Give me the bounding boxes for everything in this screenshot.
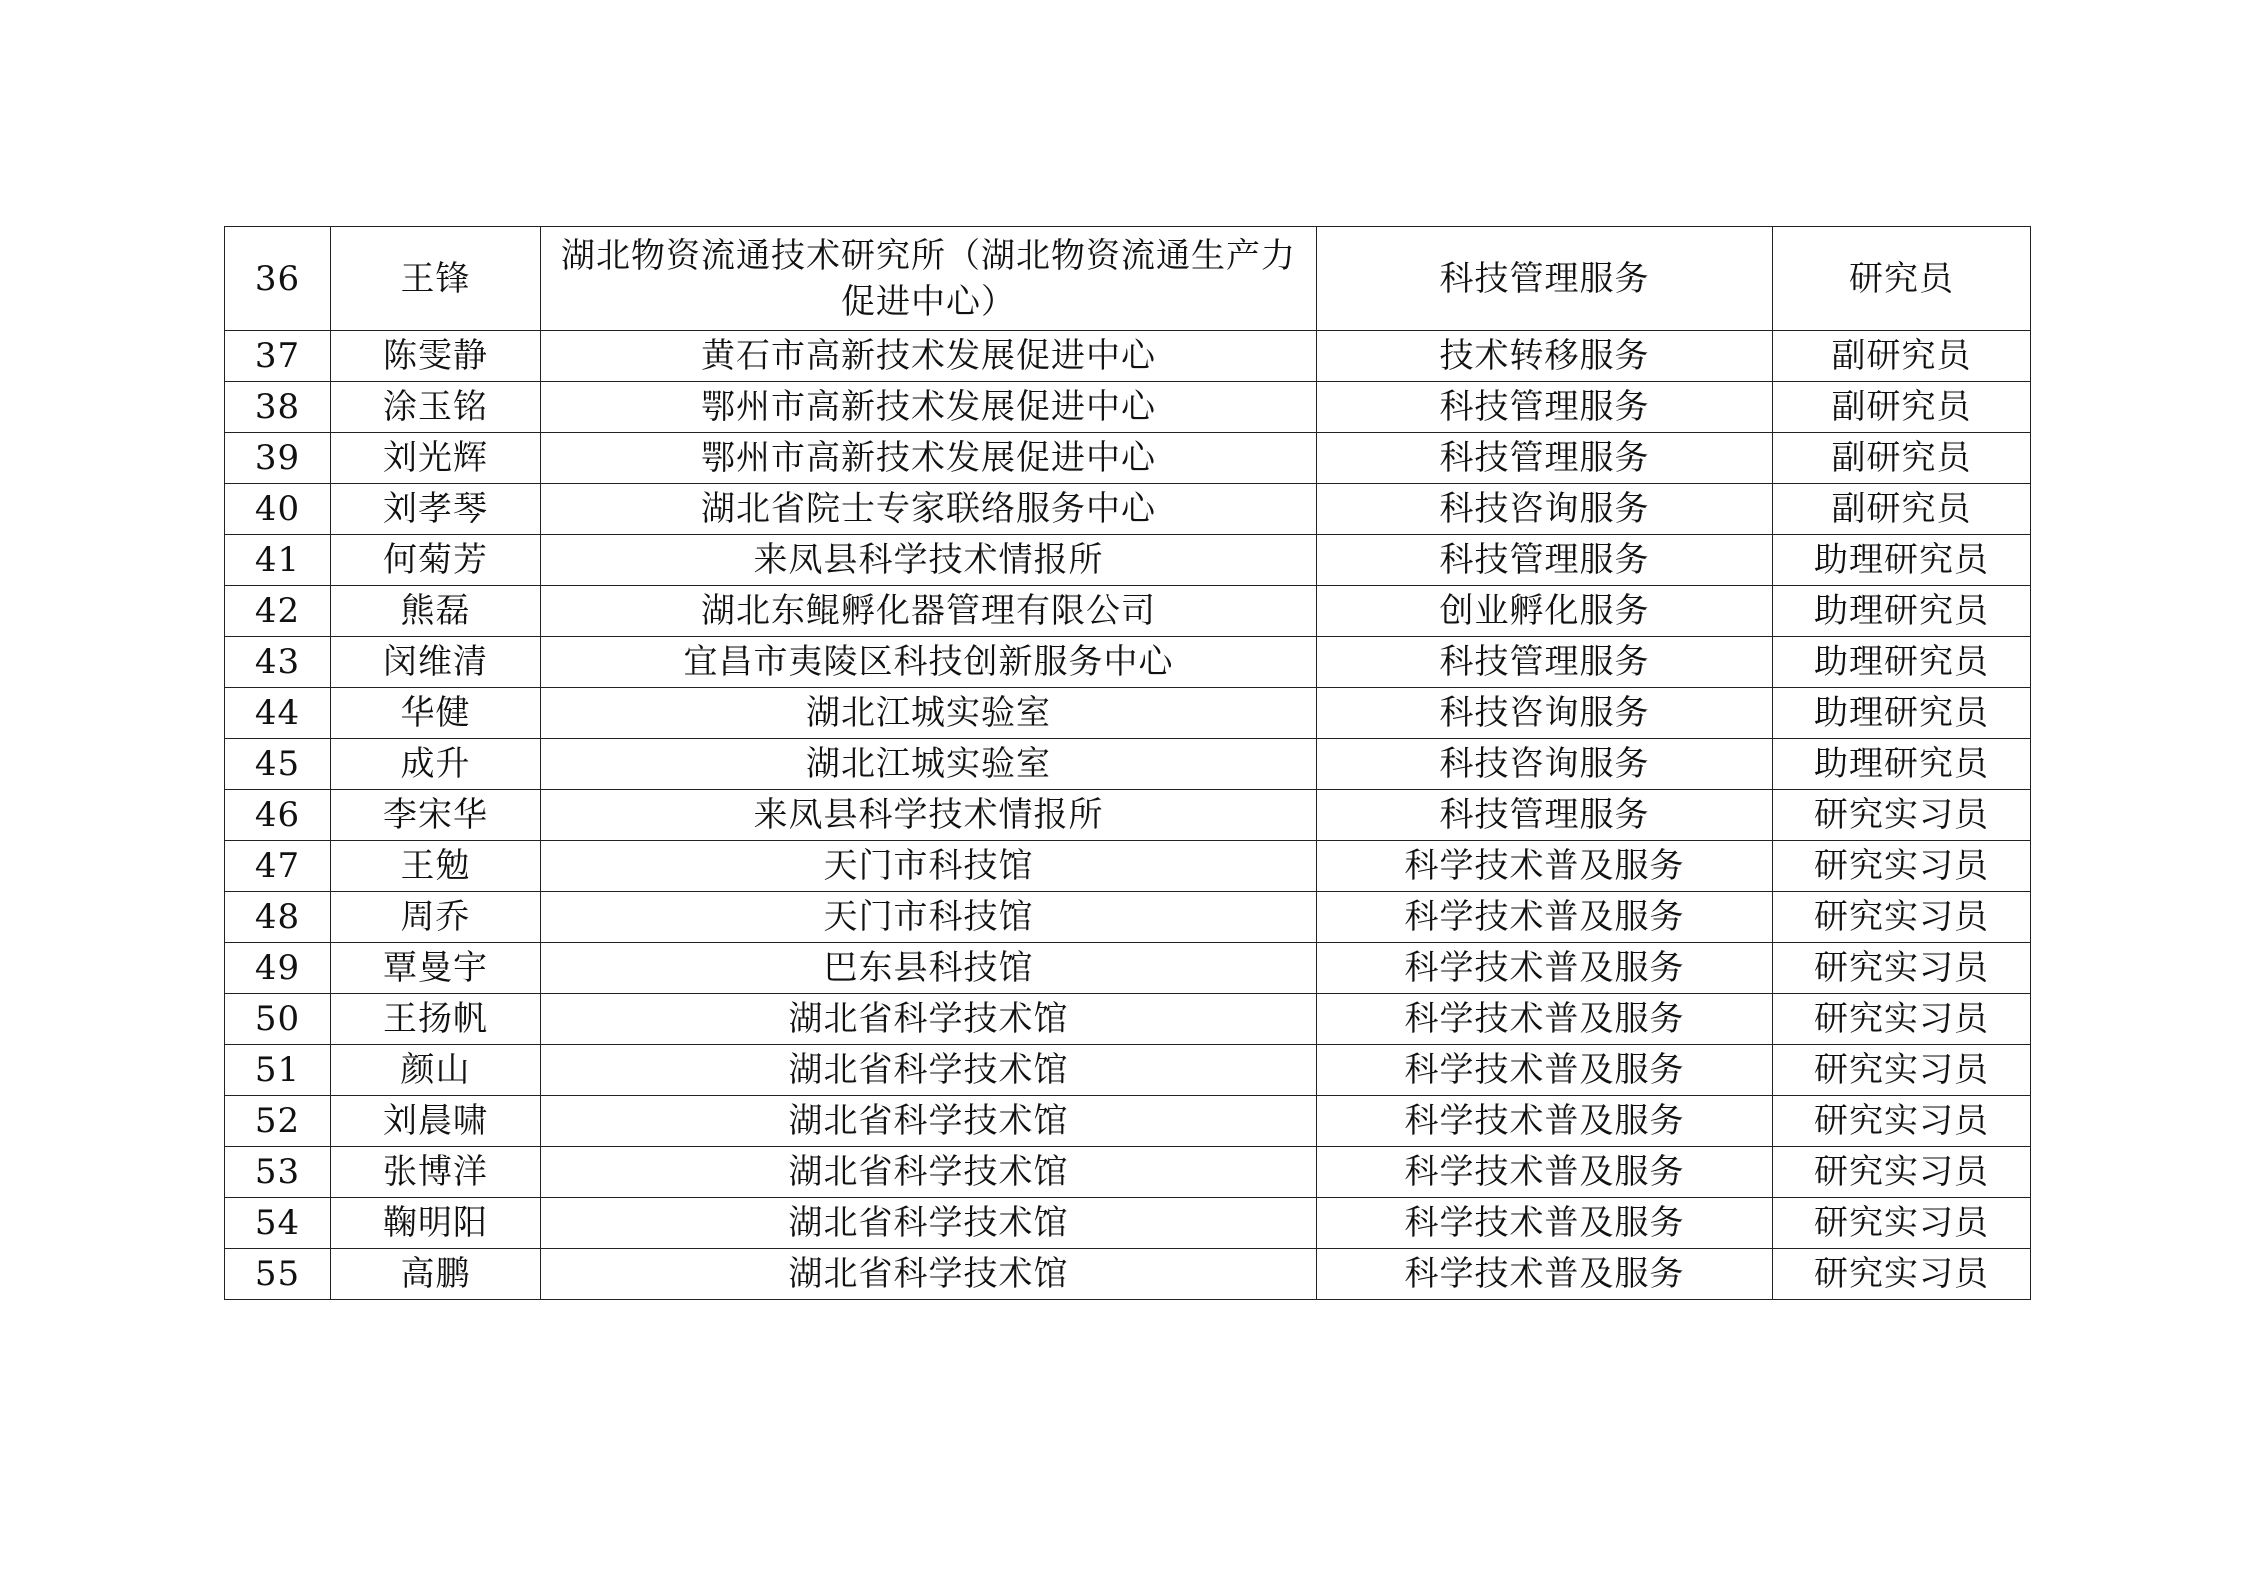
person-name-cell: 何菊芳 <box>331 535 541 586</box>
personnel-table <box>224 226 2031 1300</box>
job-title-cell: 研究实习员 <box>1773 1249 2031 1300</box>
organization-cell: 湖北省科学技术馆 <box>541 1096 1317 1147</box>
organization-cell: 湖北省科学技术馆 <box>541 1045 1317 1096</box>
person-name-cell: 陈雯静 <box>331 331 541 382</box>
row-number-cell: 54 <box>225 1198 331 1249</box>
job-title-cell: 副研究员 <box>1773 382 2031 433</box>
row-number-cell: 50 <box>225 994 331 1045</box>
row-number-cell: 43 <box>225 637 331 688</box>
row-number-cell: 51 <box>225 1045 331 1096</box>
table-row <box>225 433 2031 484</box>
job-title-cell: 研究实习员 <box>1773 790 2031 841</box>
table-row <box>225 586 2031 637</box>
job-title-cell: 副研究员 <box>1773 433 2031 484</box>
person-name-cell: 涂玉铭 <box>331 382 541 433</box>
person-name-cell: 熊磊 <box>331 586 541 637</box>
organization-cell: 湖北物资流通技术研究所（湖北物资流通生产力促进中心） <box>541 227 1317 331</box>
row-number-cell: 48 <box>225 892 331 943</box>
job-title-cell: 助理研究员 <box>1773 535 2031 586</box>
job-title-cell: 副研究员 <box>1773 331 2031 382</box>
row-number-cell: 55 <box>225 1249 331 1300</box>
table-row <box>225 892 2031 943</box>
row-number-cell: 40 <box>225 484 331 535</box>
organization-cell: 宜昌市夷陵区科技创新服务中心 <box>541 637 1317 688</box>
service-field-cell: 科技管理服务 <box>1317 637 1773 688</box>
job-title-cell: 助理研究员 <box>1773 688 2031 739</box>
service-field-cell: 科学技术普及服务 <box>1317 943 1773 994</box>
organization-cell: 黄石市高新技术发展促进中心 <box>541 331 1317 382</box>
organization-cell: 湖北江城实验室 <box>541 688 1317 739</box>
service-field-cell: 科技管理服务 <box>1317 382 1773 433</box>
service-field-cell: 科学技术普及服务 <box>1317 1249 1773 1300</box>
organization-cell: 来凤县科学技术情报所 <box>541 535 1317 586</box>
job-title-cell: 研究实习员 <box>1773 1045 2031 1096</box>
job-title-cell: 研究实习员 <box>1773 841 2031 892</box>
row-number-cell: 39 <box>225 433 331 484</box>
organization-cell: 湖北省科学技术馆 <box>541 1198 1317 1249</box>
service-field-cell: 科技管理服务 <box>1317 227 1773 331</box>
organization-cell: 湖北东鲲孵化器管理有限公司 <box>541 586 1317 637</box>
table-row <box>225 790 2031 841</box>
organization-cell: 天门市科技馆 <box>541 892 1317 943</box>
row-number-cell: 53 <box>225 1147 331 1198</box>
organization-cell: 湖北江城实验室 <box>541 739 1317 790</box>
job-title-cell: 助理研究员 <box>1773 637 2031 688</box>
service-field-cell: 技术转移服务 <box>1317 331 1773 382</box>
job-title-cell: 研究实习员 <box>1773 994 2031 1045</box>
service-field-cell: 科学技术普及服务 <box>1317 994 1773 1045</box>
job-title-cell: 研究实习员 <box>1773 1096 2031 1147</box>
person-name-cell: 王勉 <box>331 841 541 892</box>
organization-cell: 湖北省院士专家联络服务中心 <box>541 484 1317 535</box>
person-name-cell: 李宋华 <box>331 790 541 841</box>
person-name-cell: 鞠明阳 <box>331 1198 541 1249</box>
service-field-cell: 科技管理服务 <box>1317 790 1773 841</box>
organization-cell: 鄂州市高新技术发展促进中心 <box>541 433 1317 484</box>
row-number-cell: 38 <box>225 382 331 433</box>
row-number-cell: 37 <box>225 331 331 382</box>
table-row <box>225 535 2031 586</box>
person-name-cell: 刘光辉 <box>331 433 541 484</box>
job-title-cell: 副研究员 <box>1773 484 2031 535</box>
person-name-cell: 王扬帆 <box>331 994 541 1045</box>
table-row <box>225 484 2031 535</box>
table-row <box>225 943 2031 994</box>
row-number-cell: 46 <box>225 790 331 841</box>
row-number-cell: 49 <box>225 943 331 994</box>
table-row <box>225 1147 2031 1198</box>
service-field-cell: 科学技术普及服务 <box>1317 841 1773 892</box>
row-number-cell: 41 <box>225 535 331 586</box>
person-name-cell: 成升 <box>331 739 541 790</box>
organization-cell: 巴东县科技馆 <box>541 943 1317 994</box>
person-name-cell: 高鹏 <box>331 1249 541 1300</box>
service-field-cell: 科技咨询服务 <box>1317 484 1773 535</box>
table-row <box>225 688 2031 739</box>
job-title-cell: 研究实习员 <box>1773 1198 2031 1249</box>
row-number-cell: 44 <box>225 688 331 739</box>
job-title-cell: 助理研究员 <box>1773 586 2031 637</box>
row-number-cell: 42 <box>225 586 331 637</box>
table-row <box>225 382 2031 433</box>
organization-cell: 湖北省科学技术馆 <box>541 994 1317 1045</box>
service-field-cell: 科学技术普及服务 <box>1317 892 1773 943</box>
job-title-cell: 研究实习员 <box>1773 1147 2031 1198</box>
person-name-cell: 刘孝琴 <box>331 484 541 535</box>
service-field-cell: 科技咨询服务 <box>1317 739 1773 790</box>
job-title-cell: 研究实习员 <box>1773 892 2031 943</box>
table-row <box>225 637 2031 688</box>
service-field-cell: 科技管理服务 <box>1317 433 1773 484</box>
table-row <box>225 739 2031 790</box>
row-number-cell: 47 <box>225 841 331 892</box>
table-row <box>225 994 2031 1045</box>
service-field-cell: 创业孵化服务 <box>1317 586 1773 637</box>
person-name-cell: 颜山 <box>331 1045 541 1096</box>
organization-cell: 鄂州市高新技术发展促进中心 <box>541 382 1317 433</box>
row-number-cell: 52 <box>225 1096 331 1147</box>
service-field-cell: 科技咨询服务 <box>1317 688 1773 739</box>
row-number-cell: 36 <box>225 227 331 331</box>
job-title-cell: 研究实习员 <box>1773 943 2031 994</box>
organization-cell: 湖北省科学技术馆 <box>541 1249 1317 1300</box>
row-number-cell: 45 <box>225 739 331 790</box>
job-title-cell: 助理研究员 <box>1773 739 2031 790</box>
service-field-cell: 科技管理服务 <box>1317 535 1773 586</box>
person-name-cell: 闵维清 <box>331 637 541 688</box>
job-title-cell: 研究员 <box>1773 227 2031 331</box>
service-field-cell: 科学技术普及服务 <box>1317 1147 1773 1198</box>
table-row <box>225 1198 2031 1249</box>
person-name-cell: 周乔 <box>331 892 541 943</box>
table-row <box>225 227 2031 331</box>
table-row <box>225 331 2031 382</box>
person-name-cell: 华健 <box>331 688 541 739</box>
person-name-cell: 刘晨啸 <box>331 1096 541 1147</box>
table-row <box>225 841 2031 892</box>
service-field-cell: 科学技术普及服务 <box>1317 1045 1773 1096</box>
table-row <box>225 1045 2031 1096</box>
person-name-cell: 张博洋 <box>331 1147 541 1198</box>
service-field-cell: 科学技术普及服务 <box>1317 1198 1773 1249</box>
service-field-cell: 科学技术普及服务 <box>1317 1096 1773 1147</box>
organization-cell: 湖北省科学技术馆 <box>541 1147 1317 1198</box>
person-name-cell: 王锋 <box>331 227 541 331</box>
organization-cell: 来凤县科学技术情报所 <box>541 790 1317 841</box>
table-row <box>225 1249 2031 1300</box>
organization-cell: 天门市科技馆 <box>541 841 1317 892</box>
person-name-cell: 覃曼宇 <box>331 943 541 994</box>
table-body <box>225 227 2031 1300</box>
table-row <box>225 1096 2031 1147</box>
